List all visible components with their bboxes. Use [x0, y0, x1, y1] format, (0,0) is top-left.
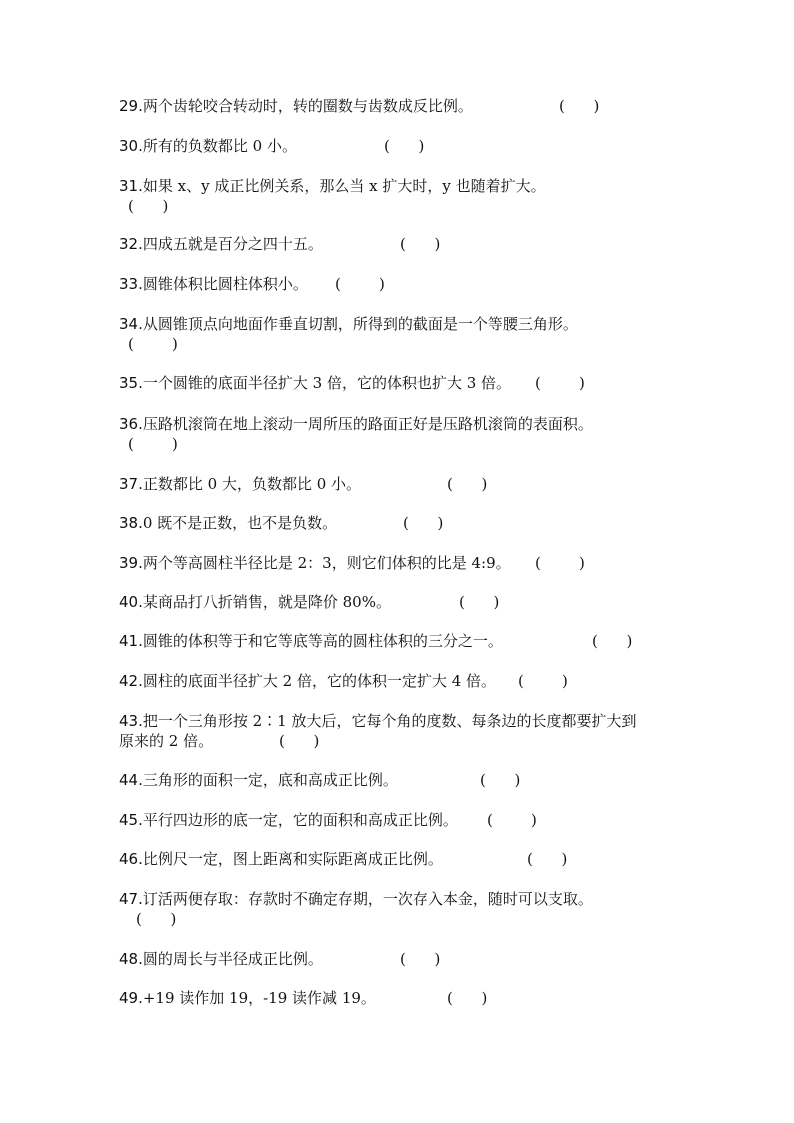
answer-blank[interactable]: ( ) — [384, 137, 425, 155]
question-text: 圆的周长与半径成正比例。 — [142, 950, 323, 968]
question-number: 35. — [119, 374, 143, 392]
question-item — [119, 474, 679, 494]
question-text: 把一个三角形按 2∶1 放大后，它每个角的度数、每条边的长度都要扩大到 — [142, 712, 637, 730]
answer-blank[interactable]: ( ) — [459, 593, 500, 611]
question-number: 44. — [119, 771, 143, 789]
question-item — [119, 949, 679, 969]
answer-blank[interactable]: ( ) — [128, 335, 178, 353]
answer-blank[interactable]: ( ) — [592, 632, 633, 650]
answer-blank[interactable]: ( ) — [487, 811, 537, 829]
answer-blank[interactable]: ( ) — [403, 514, 444, 532]
question-item — [119, 314, 679, 334]
question-item — [119, 234, 679, 254]
question-text: 0 既不是正数，也不是负数。 — [142, 514, 338, 532]
question-text: 三角形的面积一定，底和高成正比例。 — [142, 771, 398, 789]
question-number: 41. — [119, 632, 143, 650]
question-number: 37. — [119, 475, 143, 493]
question-text-continued: 原来的 2 倍。 — [119, 732, 214, 750]
question-text: 圆柱的底面半径扩大 2 倍，它的体积一定扩大 4 倍。 — [142, 672, 497, 690]
question-text: 平行四边形的底一定，它的面积和高成正比例。 — [142, 811, 458, 829]
answer-blank[interactable]: ( ) — [335, 275, 385, 293]
question-item — [119, 553, 679, 573]
question-number: 32. — [119, 235, 143, 253]
answer-blank[interactable]: ( ) — [447, 989, 488, 1007]
question-text: 订活两便存取：存款时不确定存期，一次存入本金，随时可以支取。 — [142, 890, 593, 908]
question-item — [119, 810, 679, 830]
question-text: 某商品打八折销售，就是降价 80%。 — [142, 593, 391, 611]
question-item — [119, 770, 679, 790]
answer-blank[interactable]: ( ) — [128, 435, 178, 453]
question-text: 从圆锥顶点向地面作垂直切割，所得到的截面是一个等腰三角形。 — [142, 315, 578, 333]
answer-blank[interactable]: ( ) — [559, 97, 600, 115]
question-number: 49. — [119, 989, 143, 1007]
question-number: 46. — [119, 850, 143, 868]
answer-blank[interactable]: ( ) — [400, 235, 441, 253]
question-item — [119, 671, 679, 691]
question-number: 36. — [119, 415, 143, 433]
question-item — [119, 988, 679, 1008]
question-item — [119, 274, 679, 294]
question-text: 比例尺一定，图上距离和实际距离成正比例。 — [142, 850, 443, 868]
question-text: 所有的负数都比 0 小。 — [142, 137, 297, 155]
answer-blank[interactable]: ( ) — [400, 950, 441, 968]
question-number: 30. — [119, 137, 143, 155]
question-text: 圆锥体积比圆柱体积小。 — [142, 275, 308, 293]
answer-blank[interactable]: ( ) — [136, 910, 177, 928]
question-item — [119, 373, 679, 393]
answer-blank[interactable]: ( ) — [535, 554, 585, 572]
question-item — [119, 414, 679, 434]
question-text: 如果 x、y 成正比例关系，那么当 x 扩大时，y 也随着扩大。 — [142, 177, 546, 195]
answer-blank[interactable]: ( ) — [518, 672, 568, 690]
question-number: 40. — [119, 593, 143, 611]
question-text: 两个齿轮咬合转动时，转的圈数与齿数成反比例。 — [142, 97, 473, 115]
question-number: 45. — [119, 811, 143, 829]
question-number: 33. — [119, 275, 143, 293]
question-number: 29. — [119, 97, 143, 115]
answer-blank[interactable]: ( ) — [279, 732, 320, 750]
question-number: 34. — [119, 315, 143, 333]
question-item — [119, 592, 679, 612]
answer-blank[interactable]: ( ) — [527, 850, 568, 868]
question-number: 43. — [119, 712, 143, 730]
answer-blank[interactable]: ( ) — [480, 771, 521, 789]
question-item — [119, 711, 679, 751]
question-text: 一个圆锥的底面半径扩大 3 倍，它的体积也扩大 3 倍。 — [142, 374, 512, 392]
question-number: 48. — [119, 950, 143, 968]
question-item — [119, 176, 679, 196]
answer-blank[interactable]: ( ) — [535, 374, 585, 392]
question-text: 两个等高圆柱半径比是 2：3，则它们体积的比是 4:9。 — [142, 554, 511, 572]
question-text: 正数都比 0 大，负数都比 0 小。 — [142, 475, 362, 493]
answer-blank[interactable]: ( ) — [447, 475, 488, 493]
question-number: 31. — [119, 177, 143, 195]
question-text: 压路机滚筒在地上滚动一周所压的路面正好是压路机滚筒的表面积。 — [142, 415, 593, 433]
question-number: 38. — [119, 514, 143, 532]
question-item — [119, 513, 679, 533]
question-number: 47. — [119, 890, 143, 908]
question-item — [119, 889, 679, 909]
question-number: 39. — [119, 554, 143, 572]
question-item — [119, 849, 679, 869]
question-text: +19 读作加 19，-19 读作减 19。 — [142, 989, 376, 1007]
question-number: 42. — [119, 672, 143, 690]
question-text: 四成五就是百分之四十五。 — [142, 235, 323, 253]
question-text: 圆锥的体积等于和它等底等高的圆柱体积的三分之一。 — [142, 632, 503, 650]
answer-blank[interactable]: ( ) — [128, 197, 169, 215]
